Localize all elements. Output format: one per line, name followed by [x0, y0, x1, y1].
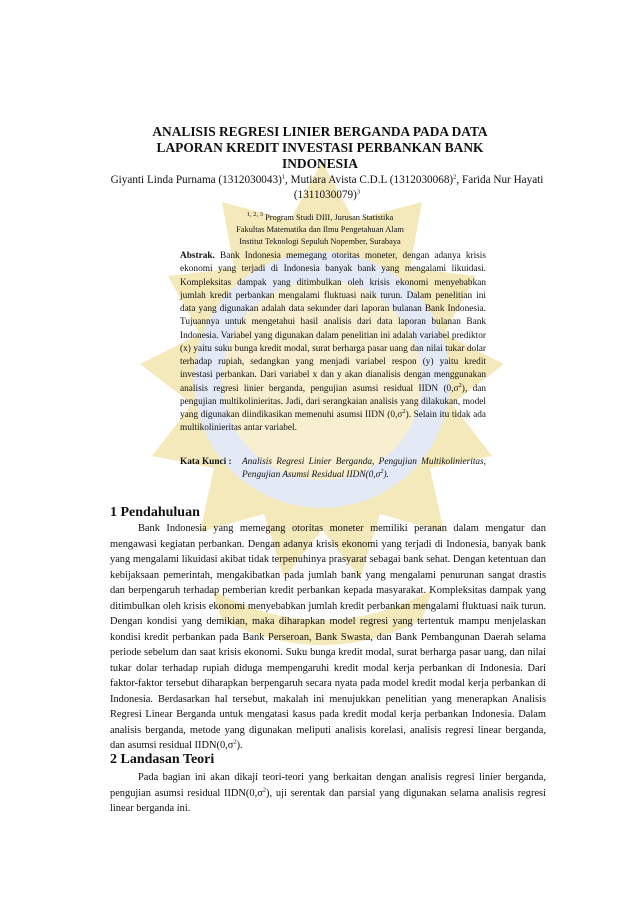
section-2-paragraph: Pada bagian ini akan dikaji teori-teori yang berkaitan dengan analisis regresi linier berganda, pengujian asumsi residual $IIDN(0,\sigma^2)$, uji serentak dan parsial yang digunakan selama analisis regresi linear berganda ini.	[110, 772, 546, 814]
affiliation	[150, 212, 490, 248]
section-heading-2: 2 Landasan Teori	[110, 752, 215, 767]
affiliation-line-2: Fakultas Matematika dan Ilmu Pengetahuan Alam	[236, 225, 404, 234]
author-2-sup: 2	[453, 173, 457, 181]
affiliation-line-3: Institut Teknologi Sepuluh Nopember, Surabaya	[239, 237, 401, 246]
author-1-sup: 1	[281, 173, 286, 181]
keywords	[180, 456, 486, 483]
author-list	[106, 173, 548, 203]
paper-title	[110, 124, 530, 172]
abstract: Abstrak. Bank Indonesia memegang otoritas moneter, dengan adanya krisis ekonomi yang terjadi di Indonesia banyak bank yang mengalami likuidasi. Kompleksitas dampak yang ditimbulkan oleh krisis ekonomi menyebabkan jumlah kredit perbankan mengalami fluktuasi naik turun. Dalam penelitian ini data yang digunakan adalah data sekunder dari laporan bulanan Bank Indonesia. Tujuannya untuk mengetahui hasil analisis dari data laporan bulanan Bank Indonesia. Variabel yang digunakan dalam penelitian ini adalah variabel prediktor (x) yaitu suku bunga kredit modal, surat berharga pasar uang dan nilai tukar dolar terhadap rupiah, sedangkan yang menjadi variabel respon (y) yaitu kredit investasi perbankan. Dari variabel x dan y akan dianalisis dengan menggunakan analisis regresi linier berganda, pengujian asumsi residual IIDN $(0,\sigma^2)$, dan pengujian multikolinieritas. Jadi, dari serangkaian analisis yang dilakukan, model yang digunakan diindikasikan memenuhi asumsi IIDN $(0,\sigma^2)$. Selain itu tidak ada multikolinieritas antar variabel.	[180, 251, 487, 434]
abstract-label: Abstrak.	[180, 251, 215, 261]
author-1: Giyanti Linda Purnama (1312030043)	[110, 174, 282, 186]
affiliation-sup: 1, 2, 3	[246, 211, 263, 219]
title-line: ANALISIS REGRESI LINIER BERGANDA PADA DATA	[152, 124, 488, 139]
title-line: LAPORAN KREDIT INVESTASI PERBANKAN BANK	[156, 140, 484, 155]
author-2: , Mutiara Avista C.D.L (1312030068)	[285, 174, 454, 186]
author-3-sup: 3	[356, 188, 361, 196]
keywords-label: Kata Kunci :	[180, 457, 232, 467]
title-line: INDONESIA	[282, 156, 358, 171]
affiliation-line-1: $^{1, 2, 3}$ Program Studi DIII, Jurusan Statistika	[246, 211, 394, 222]
keywords-text: Analisis Regresi Linier Berganda, Pengujian Multikolinieritas, Pengujian Asumsi Residual $IIDN(0,\sigma^2)$.	[242, 457, 486, 481]
section-1-paragraph: Bank Indonesia yang memegang otoritas moneter memiliki peranan dalam mengatur dan mengawasi kegiatan perbankan. Dengan adanya krisis ekonomi yang terjadi di Indonesia, banyak bank yang mengalami likuidasi akibat tidak terpenuhinya prasyarat sebagai bank sehat. Dengan ketentuan dan kebijaksaan pemerintah, mengakibatkan pada jumlah bank yang mengalami penurunan sangat drastis dan berpengaruh terhadap pemberian kredit perbankan kepada masyarakat. Kompleksitas dampak yang ditimbulkan oleh krisis ekonomi menyebabkan jumlah kredit perbankan mengalami fluktuasi naik turun. Dengan kondisi yang demikian, maka diharapkan model regresi yang tertentuk mampu menjelaskan kondisi kredit perbankan pada Bank Perseroan, Bank Swasta, dan Bank Pembangunan Daerah selama periode sebelum dan saat krisis ekonomi. Suku bunga kredit modal, surat berharga pasar uang, dan nilai tukar dolar terhadap rupiah diduga mempengaruhi kredit modal kerja perbankan di Indonesia. Dari faktor-faktor tersebut diharapkan berpengaruh secara nyata pada model kredit modal kerja perbankan di Indonesia. Berdasarkan hal tersebut, makalah ini menujukkan penelitian yang menerapkan Analisis Regresi Linear Berganda untuk mengatasi kasus pada kredit modal kerja perbankan Indonesia. Dalam analisis berganda, metode yang digunakan meliputi analisis korelasi, analisis regresi linear berganda, dan asumsi residual $IIDN(0,\sigma^2)$.	[110, 523, 546, 751]
section-heading-1: 1 Pendahuluan	[110, 505, 200, 520]
author-3: , Farida Nur Hayati (1311030079)	[293, 174, 544, 201]
abstract-text: Bank Indonesia memegang otoritas moneter, dengan adanya krisis ekonomi yang terjadi di Indonesia banyak bank yang mengalami likuidasi. Kompleksitas dampak yang ditimbulkan oleh krisis ekonomi menyebabkan jumlah kredit perbankan mengalami fluktuasi naik turun. Dalam penelitian ini data yang digunakan adalah data sekunder dari laporan bulanan Bank Indonesia. Tujuannya untuk mengetahui hasil analisis dari data laporan bulanan Bank Indonesia. Variabel yang digunakan dalam penelitian ini adalah variabel prediktor (x) yaitu suku bunga kredit modal, surat berharga pasar uang dan nilai tukar dolar terhadap rupiah, sedangkan yang menjadi variabel respon (y) yaitu kredit investasi perbankan. Dari variabel x dan y akan dianalisis dengan menggunakan analisis regresi linier berganda, pengujian asumsi residual IIDN (0,σ	[180, 251, 486, 394]
